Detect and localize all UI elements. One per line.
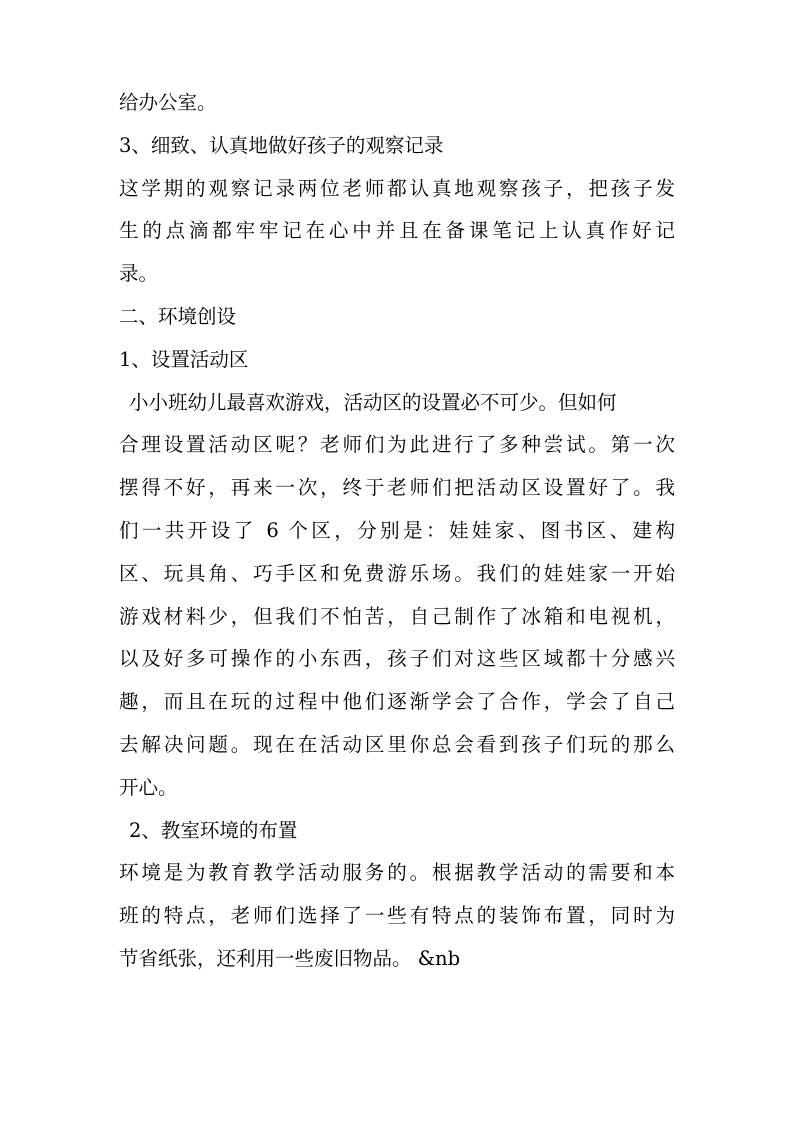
- text-line: 这学期的观察记录两位老师都认真地观察孩子，把孩子发: [119, 176, 675, 200]
- text-line: 给办公室。: [119, 91, 217, 114]
- text-line: 开心。: [119, 775, 178, 799]
- text-line: 录。: [119, 262, 159, 286]
- text-line: 小小班幼儿最喜欢游戏，活动区的设置必不可少。但如何: [129, 390, 617, 414]
- text-line: 环境是为教育教学活动服务的。根据教学活动的需要和本: [119, 861, 675, 885]
- document-page: [119, 82, 675, 981]
- text-line: 以及好多可操作的小东西，孩子们对这些区域都十分感兴: [119, 647, 675, 671]
- text-line: 合理设置活动区呢？老师们为此进行了多种尝试。第一次: [119, 433, 675, 457]
- text-line: 班的特点，老师们选择了一些有特点的装饰布置，同时为: [119, 904, 675, 928]
- text-line: 摆得不好，再来一次，终于老师们把活动区设置好了。我: [119, 476, 675, 500]
- text-line: 趣，而且在玩的过程中他们逐渐学会了合作，学会了自己: [119, 690, 675, 714]
- text-line: 区、玩具角、巧手区和免费游乐场。我们的娃娃家一开始: [119, 561, 675, 585]
- text-line: 节省纸张，还利用一些废旧物品。 &nb: [119, 946, 461, 970]
- subsection-heading: 1、设置活动区: [119, 347, 249, 371]
- section-heading: 3、细致、认真地做好孩子的观察记录: [119, 133, 444, 157]
- subsection-heading: 2、教室环境的布置: [129, 818, 298, 842]
- text-line: 游戏材料少，但我们不怕苦，自己制作了冰箱和电视机，: [119, 604, 675, 628]
- text-line: 生的点滴都牢牢记在心中并且在备课笔记上认真作好记: [119, 219, 675, 243]
- text-line: 去解决问题。现在在活动区里你总会看到孩子们玩的那么: [119, 732, 675, 756]
- section-heading: 二、环境创设: [119, 304, 237, 328]
- text-line: 们一共开设了 6 个区，分别是：娃娃家、图书区、建构: [119, 518, 675, 542]
